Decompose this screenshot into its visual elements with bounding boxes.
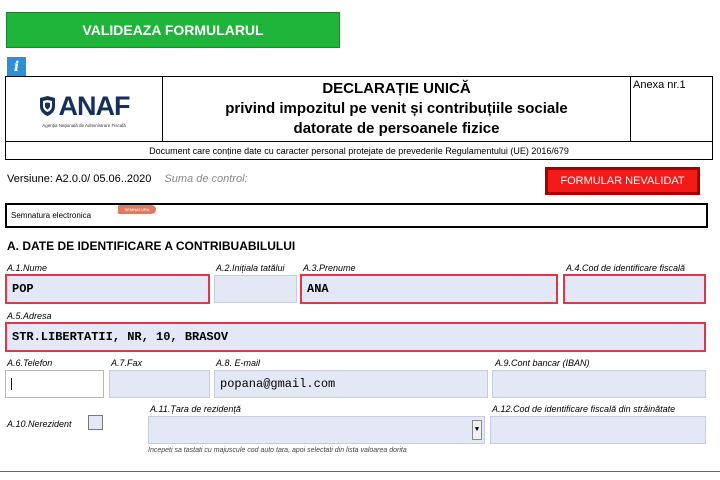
prenume-input[interactable]: ANA (300, 274, 558, 304)
nerezident-checkbox[interactable] (88, 415, 103, 430)
bottom-divider (0, 471, 720, 472)
version-value: A2.0.0/ 05.06..2020 (55, 173, 152, 185)
tara-label: A.11.Țara de rezidență (150, 404, 241, 414)
nerezident-label: A.10.Nerezident (7, 419, 72, 429)
email-label: A.8. E-mail (216, 358, 261, 368)
version-line (7, 173, 248, 185)
section-a-title: A. DATE DE IDENTIFICARE A CONTRIBUABILULUI (7, 239, 296, 253)
tara-select[interactable] (148, 416, 485, 444)
signature-stamp-icon: SEMNATURA (118, 205, 156, 214)
iban-label: A.9.Cont bancar (IBAN) (495, 358, 590, 368)
title-line-2: privind impozitul pe venit și contribuțiile sociale (225, 100, 568, 117)
form-status-button[interactable]: FORMULAR NEVALIDAT (545, 167, 700, 195)
adresa-label: A.5.Adresa (7, 311, 52, 321)
title-line-1: DECLARAȚIE UNICĂ (322, 80, 471, 97)
prenume-label: A.3.Prenume (303, 263, 356, 273)
initiala-label: A.2.Inițiala tatălui (216, 263, 285, 273)
anaf-logo-subtext: Agenția Națională de Administrare Fiscală (42, 122, 126, 128)
info-icon[interactable]: i (7, 57, 26, 76)
adresa-input[interactable]: STR.LIBERTATII, NR, 10, BRASOV (5, 322, 706, 352)
validate-form-button[interactable]: VALIDEAZA FORMULARUL (6, 12, 340, 48)
form-title (163, 77, 631, 141)
signature-label: Semnatura electronica (11, 211, 92, 220)
iban-input[interactable] (492, 370, 706, 398)
form-header (5, 76, 713, 160)
title-line-3: datorate de persoanele fizice (293, 120, 500, 137)
cif-input[interactable] (563, 274, 706, 304)
checksum-label: Suma de control: (164, 173, 248, 185)
electronic-signature-field[interactable] (5, 203, 708, 228)
dropdown-arrow-icon[interactable]: ▼ (472, 420, 482, 440)
nume-label: A.1.Nume (7, 263, 48, 273)
fax-label: A.7.Fax (111, 358, 143, 368)
fax-input[interactable] (109, 370, 210, 398)
telefon-input[interactable] (5, 370, 104, 398)
version-label: Versiune: (7, 173, 53, 185)
tara-hint: Incepeti sa tastati cu majuscule cod auto tara, apoi selectati din lista valoarea dorita (148, 447, 407, 454)
nume-input[interactable]: POP (5, 274, 210, 304)
cif-label: A.4.Cod de identificare fiscală (566, 263, 686, 273)
anaf-logo (6, 77, 163, 141)
email-input[interactable]: popana@gmail.com (214, 370, 488, 398)
text-cursor (11, 378, 12, 390)
cif-strain-label: A.12.Cod de identificare fiscală din străinătate (492, 404, 676, 414)
cif-strain-input[interactable] (490, 416, 706, 444)
telefon-label: A.6.Telefon (7, 358, 53, 368)
initiala-input[interactable] (214, 275, 297, 303)
anaf-shield-icon (39, 96, 56, 116)
gdpr-notice: Document care conține date cu caracter personal protejate de prevederile Regulamentului (UE) 2016/679 (6, 141, 712, 160)
anaf-logo-text: ANAF (58, 90, 130, 121)
anexa-label: Anexa nr.1 (633, 79, 686, 91)
